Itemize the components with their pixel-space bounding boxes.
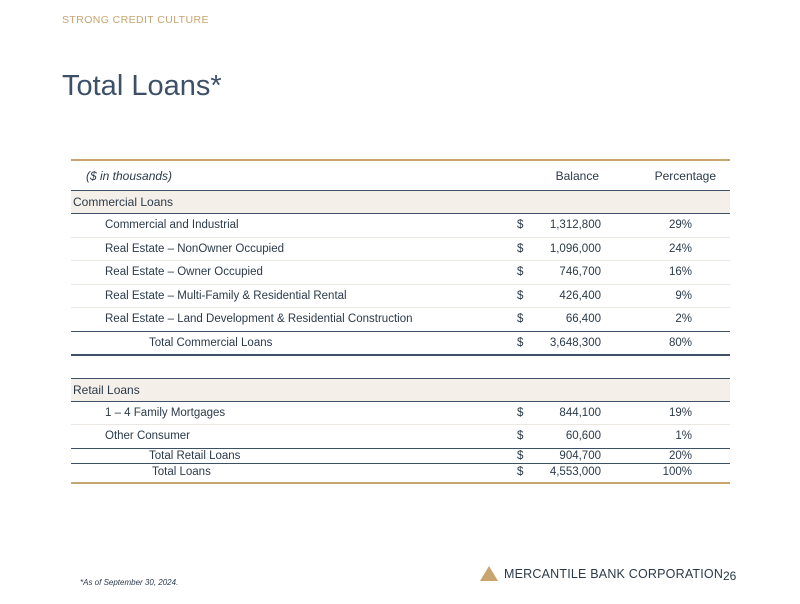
grand-total-balance: 4,553,000 (549, 465, 601, 478)
company-logo (480, 566, 723, 581)
total-label: Total Commercial Loans (149, 336, 273, 349)
row-label: Other Consumer (105, 430, 191, 442)
total-currency: $ (517, 449, 524, 462)
row-label: Real Estate – NonOwner Occupied (105, 242, 284, 255)
row-currency: $ (517, 313, 524, 325)
row-percentage: 2% (675, 313, 692, 325)
grand-total-row (71, 464, 730, 482)
footnote: *As of September 30, 2024. (80, 578, 179, 587)
row-label: Real Estate – Multi-Family & Residential Rental (105, 289, 347, 302)
row-percentage: 16% (668, 266, 692, 278)
row-currency: $ (517, 242, 524, 255)
row-balance: 844,100 (559, 406, 601, 419)
grand-total-percentage: 100% (662, 465, 692, 478)
section-retail-loans: Retail Loans (71, 379, 730, 401)
row-percentage: 29% (668, 219, 692, 231)
total-retail-row (71, 448, 730, 464)
row-percentage: 19% (668, 406, 692, 419)
total-percentage: 20% (668, 449, 692, 462)
page-number: 26 (723, 569, 737, 583)
triangle-logo-icon (480, 566, 498, 581)
row-percentage: 9% (675, 289, 692, 302)
row-label: Real Estate – Land Development & Residential Construction (105, 313, 413, 325)
percentage-header: Percentage (654, 168, 716, 183)
loans-table (71, 159, 730, 484)
total-percentage: 80% (668, 336, 692, 349)
section-spacer (71, 356, 730, 378)
table-row (71, 214, 730, 238)
row-balance: 746,700 (559, 266, 601, 278)
row-balance: 66,400 (565, 313, 601, 325)
total-commercial-row (71, 331, 730, 356)
row-balance: 1,312,800 (549, 219, 601, 231)
table-header (71, 161, 730, 191)
row-balance: 1,096,000 (549, 242, 601, 255)
row-currency: $ (517, 266, 524, 278)
total-label: Total Retail Loans (149, 449, 241, 462)
row-currency: $ (517, 289, 524, 302)
row-label: Commercial and Industrial (105, 219, 239, 231)
table-row (71, 402, 730, 426)
page-title: Total Loans* (62, 70, 222, 102)
table-row (71, 285, 730, 309)
section-commercial-loans: Commercial Loans (71, 191, 730, 213)
row-percentage: 24% (668, 242, 692, 255)
company-name: MERCANTILE BANK CORPORATION (504, 566, 724, 581)
table-row (71, 308, 730, 331)
grand-total-label: Total Loans (152, 465, 211, 478)
table-bottom-rule (71, 482, 730, 484)
row-percentage: 1% (675, 430, 692, 442)
table-row (71, 425, 730, 448)
row-balance: 60,600 (565, 430, 601, 442)
row-label: 1 – 4 Family Mortgages (105, 406, 226, 419)
row-balance: 426,400 (559, 289, 601, 302)
row-label: Real Estate – Owner Occupied (105, 266, 263, 278)
row-currency: $ (517, 430, 524, 442)
table-row (71, 238, 730, 262)
row-currency: $ (517, 406, 524, 419)
total-balance: 904,700 (559, 449, 601, 462)
row-currency: $ (517, 219, 524, 231)
table-row (71, 261, 730, 285)
section-eyebrow: STRONG CREDIT CULTURE (62, 14, 209, 26)
total-balance: 3,648,300 (549, 336, 601, 349)
units-label: ($ in thousands) (86, 168, 173, 183)
balance-header: Balance (555, 168, 599, 183)
total-currency: $ (517, 336, 524, 349)
grand-total-currency: $ (517, 465, 524, 478)
